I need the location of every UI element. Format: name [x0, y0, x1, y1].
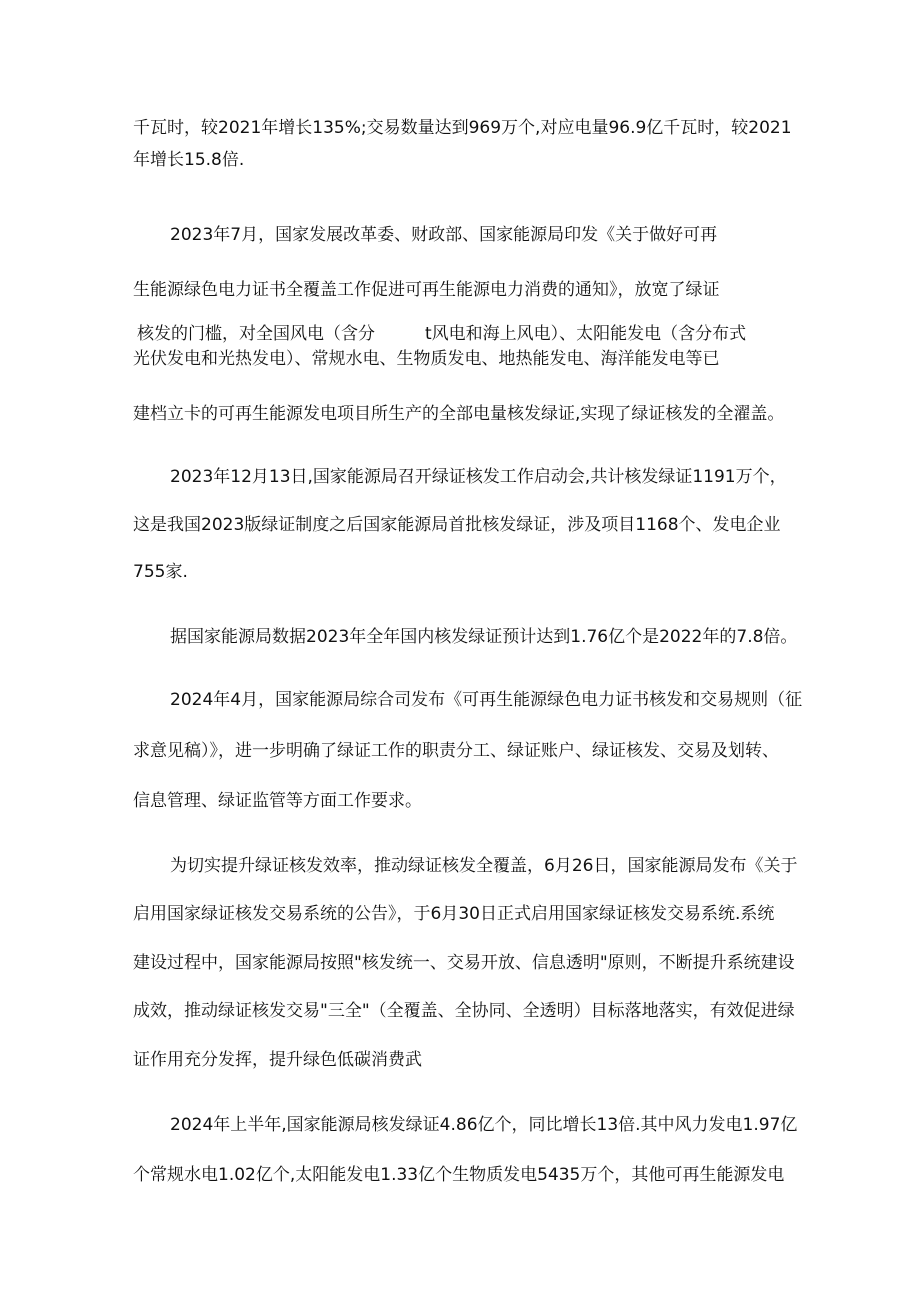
text-line-8: 建档立卡的可再生能源发电项目所生产的全部电量核发绿证,实现了绿证核发的全濯盖。 — [133, 404, 785, 424]
text-line-21: 2024年上半年,国家能源局核发绿证4.86亿个，同比增长13倍.其中风力发电1.97亿 — [170, 1115, 798, 1135]
text-line-22: 个常规水电1.02亿个,太阳能发电1.33亿个生物质发电5435万个，其他可再生能源发电 — [133, 1165, 785, 1185]
text-line-6: t风电和海上风电）、太阳能发电（含分布式 — [425, 324, 747, 344]
text-line-16: 为切实提升绿证核发效率，推动绿证核发全覆盖，6月26日，国家能源局发布《关于 — [170, 856, 798, 876]
text-line-14: 求意见稿）》，进一步明确了绿证工作的职责分工、绿证账户、绿证核发、交易及划转、 — [133, 741, 779, 761]
text-line-2: 年增长15.8倍. — [133, 150, 245, 170]
text-line-17: 启用国家绿证核发交易系统的公告》，于6月30日正式启用国家绿证核发交易系统.系统 — [133, 904, 775, 924]
text-line-20: 证作用充分发挥，提升绿色低碳消费武 — [133, 1050, 422, 1070]
text-line-9: 2023年12月13日,国家能源局召开绿证核发工作启动会,共计核发绿证1191万个， — [170, 467, 787, 487]
text-line-7: 光伏发电和光热发电）、常规水电、生物质发电、地热能发电、海洋能发电等已 — [133, 349, 720, 369]
text-line-5: 核发的门槛，对全国风电（含分 — [137, 324, 375, 344]
text-line-18: 建设过程中，国家能源局按照"核发统一、交易开放、信息透明"原则，不断提升系统建设 — [133, 953, 795, 973]
text-line-10: 这是我国2023版绿证制度之后国家能源局首批核发绿证，涉及项目1168个、发电企业 — [133, 515, 781, 535]
text-line-15: 信息管理、绿证监管等方面工作要求。 — [133, 791, 422, 811]
text-line-1: 千瓦时，较2021年增长135%;交易数量达到969万个,对应电量96.9亿千瓦时，较2021 — [133, 118, 792, 138]
text-line-3: 2023年7月，国家发展改革委、财政部、国家能源局印发《关于做好可再 — [170, 225, 718, 245]
text-line-11: 755家. — [133, 562, 188, 582]
text-line-4: 生能源绿色电力证书全覆盖工作促进可再生能源电力消费的通知》，放宽了绿证 — [133, 280, 720, 300]
text-line-13: 2024年4月，国家能源局综合司发布《可再生能源绿色电力证书核发和交易规则（征 — [170, 690, 803, 710]
text-line-19: 成效，推动绿证核发交易"三全"（全覆盖、全协同、全透明）目标落地落实，有效促进绿 — [133, 1001, 795, 1021]
text-line-12: 据国家能源局数据2023年全年国内核发绿证预计达到1.76亿个是2022年的7.8倍。 — [170, 627, 798, 647]
